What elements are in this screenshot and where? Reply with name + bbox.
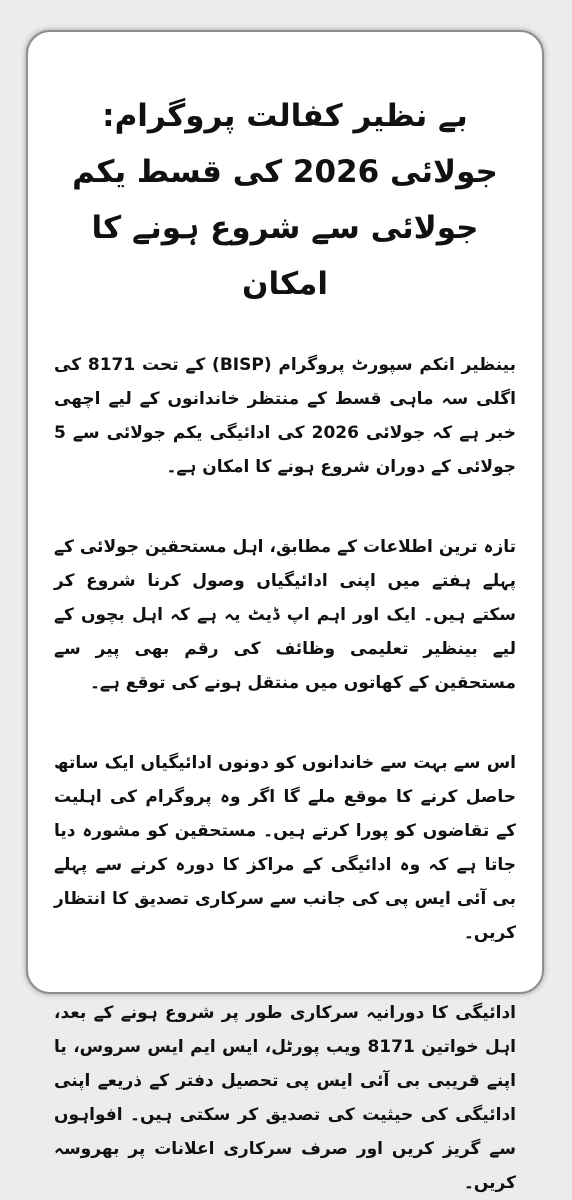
article-paragraph: تازہ ترین اطلاعات کے مطابق، اہل مستحقین جولائی کے پہلے ہفتے میں اپنی ادائیگیاں وصول کرنا شروع کر سکتے ہیں۔ ایک اور اہم اپ ڈیٹ یہ ہے کہ اہل بچوں کے لیے بینظیر تعلیمی وظائف کی رقم بھی پیر سے مستحقین کے کھاتوں میں منتقل ہونے کی توقع ہے۔ [54,537,516,693]
article-paragraph: بینظیر انکم سپورٹ پروگرام (BISP) کے تحت 8171 کی اگلی سہ ماہی قسط کے منتظر خاندانوں کے لیے اچھی خبر ہے کہ جولائی 2026 کی ادائیگی یکم جولائی سے 5 جولائی کے دوران شروع ہونے کا امکان ہے۔ [54,355,516,477]
article-content [54,88,516,1193]
article-card [26,30,544,1193]
article-title: بے نظیر کفالت پروگرام: جولائی 2026 کی قسط یکم جولائی سے شروع ہونے کا امکان [72,98,498,302]
article-paragraph: اس سے بہت سے خاندانوں کو دونوں ادائیگیاں ایک ساتھ حاصل کرنے کا موقع ملے گا اگر وہ پروگرام کی اہلیت کے تقاضوں کو پورا کرتے ہیں۔ مستحقین کو مشورہ دیا جاتا ہے کہ وہ ادائیگی کے مراکز کا دورہ کرنے سے پہلے بی آئی ایس پی کی جانب سے سرکاری تصدیق کا انتظار کریں۔ [54,753,516,943]
article-paragraph: ادائیگی کا دورانیہ سرکاری طور پر شروع ہونے کے بعد، اہل خواتین 8171 ویب پورٹل، ایس ایم ایس سروس، یا اپنے قریبی بی آئی ایس پی تحصیل دفتر کے ذریعے اپنی ادائیگی کی حیثیت کی تصدیق کر سکتی ہیں۔ افواہوں سے گریز کریں اور صرف سرکاری اعلانات پر بھروسہ کریں۔ [54,1003,516,1193]
